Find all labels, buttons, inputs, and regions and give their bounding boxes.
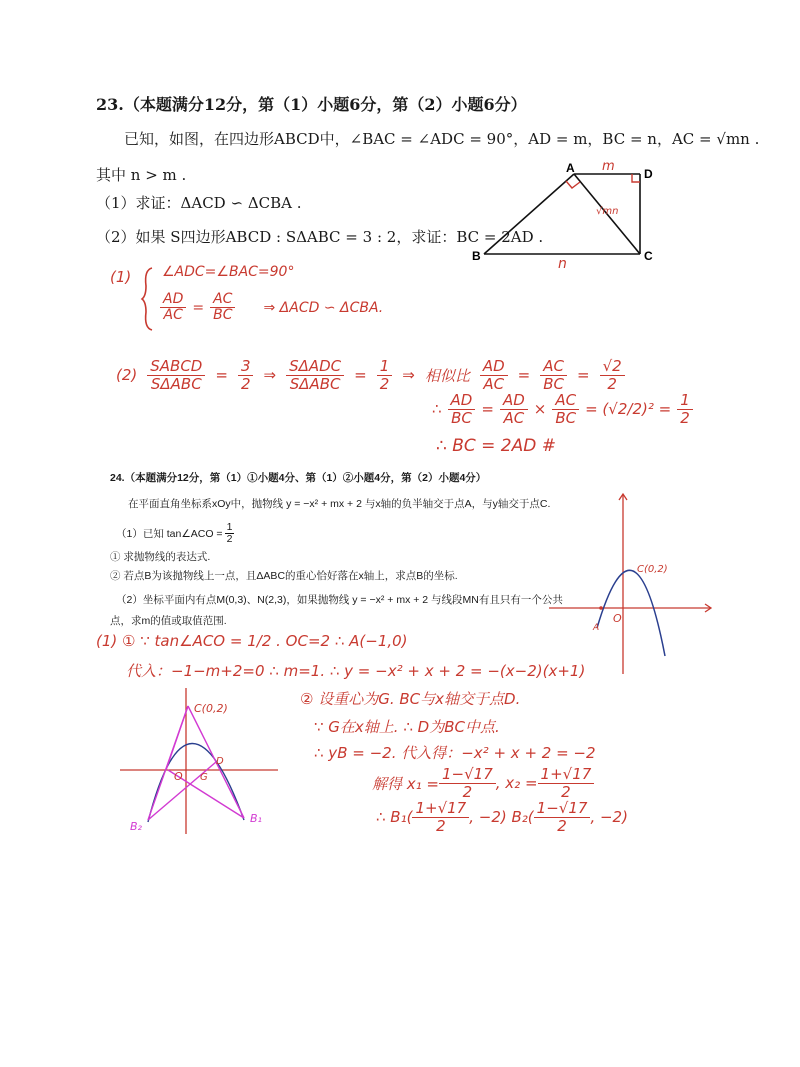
solve-text: 解得 x₁ = <box>372 774 439 793</box>
fraction <box>600 358 625 392</box>
parabola-curve <box>597 570 665 656</box>
fraction <box>534 800 591 834</box>
fraction <box>412 800 469 834</box>
fraction <box>238 358 254 392</box>
point-label-b: B <box>472 249 481 263</box>
right-angle-mark-d <box>632 174 640 182</box>
fraction <box>552 392 579 426</box>
numerator: 1 <box>226 521 233 533</box>
ans23-angle-condition: ∠ADC=∠BAC=90° <box>162 264 295 280</box>
separator-text: , x₂ = <box>495 774 538 792</box>
numerator: 1−√17 <box>439 766 496 784</box>
ans23-brace <box>140 266 156 332</box>
fraction <box>377 358 393 392</box>
ans24-right-line4 <box>372 766 594 800</box>
fraction <box>448 392 476 426</box>
q23-header: 23.（本题满分12分，第（1）小题6分，第（2）小题6分） <box>96 95 527 114</box>
fraction <box>538 766 595 800</box>
parabola-curve <box>148 743 244 822</box>
numerator: 1 <box>377 358 393 376</box>
q24-figure <box>545 488 720 678</box>
label-b2: B₂ <box>130 820 142 833</box>
equals: = <box>192 299 205 316</box>
q23-part1: （1）求证：ΔACD ∽ ΔCBA . <box>96 194 302 212</box>
label-n: n <box>558 256 567 272</box>
part1-text: （1）已知 tan∠ACO = <box>116 527 223 540</box>
denominator: SΔABC <box>150 374 202 393</box>
ans23-final: ∴ BC = 2AD # <box>436 436 556 456</box>
equals: = <box>577 366 590 384</box>
denominator: 2 <box>240 374 251 393</box>
ans24-right-line3: ∴ yB = −2. 代入得：−x² + x + 2 = −2 <box>314 744 596 762</box>
q23-figure <box>470 160 660 270</box>
fraction <box>677 392 693 426</box>
ans23-ratio-line <box>160 292 383 324</box>
equals: = <box>215 366 228 384</box>
times: × <box>533 400 547 418</box>
q23-stem-condition: 其中 n > m . <box>96 166 187 184</box>
conclusion: ⇒ ΔACD ∽ ΔCBA. <box>263 299 384 316</box>
label-origin: O <box>613 612 622 625</box>
denominator: 2 <box>226 532 233 545</box>
q24-stem: 在平面直角坐标系xOy中，抛物线 y = −x² + mx + 2 与x轴的负半轴交于点A，与y轴交于点C. <box>128 498 551 510</box>
denominator: 2 <box>607 374 617 393</box>
label-d: D <box>216 756 224 767</box>
numerator: AD <box>448 392 476 410</box>
fraction <box>439 766 496 800</box>
label-m: m <box>602 159 615 174</box>
q23-part2: （2）如果 S四边形ABCD : SΔABC = 3 : 2，求证：BC = 2AD . <box>96 228 544 246</box>
denominator: AC <box>163 307 183 324</box>
denominator: AC <box>483 374 505 393</box>
equals: = <box>481 400 494 418</box>
numerator: 1+√17 <box>538 766 595 784</box>
ans24-right-line2: ∵ G在x轴上. ∴ D为BC中点. <box>314 718 500 736</box>
therefore-symbol: ∴ <box>432 400 442 418</box>
denominator: AC <box>503 408 525 427</box>
fraction <box>147 358 205 392</box>
ans23-part2-line2 <box>432 392 693 426</box>
numerator: 1+√17 <box>412 800 469 818</box>
numerator: 1−√17 <box>534 800 591 818</box>
q24-part1a: ① 求抛物线的表达式. <box>110 551 211 563</box>
equals: = <box>354 366 367 384</box>
fraction <box>540 358 567 392</box>
numerator: SΔADC <box>286 358 344 376</box>
fraction <box>286 358 344 392</box>
numerator: AD <box>160 292 186 308</box>
right-angle-mark-a <box>566 181 580 188</box>
implies-arrow: ⇒ <box>402 366 415 384</box>
fraction <box>500 392 528 426</box>
label-g: G <box>200 772 208 783</box>
numerator: 3 <box>238 358 254 376</box>
denominator: BC <box>451 408 472 427</box>
fraction <box>210 292 235 324</box>
q24-header: 24.（本题满分12分，第（1）①小题4分、第（1）②小题4分，第（2）小题4分） <box>110 472 487 484</box>
denominator: 2 <box>379 374 390 393</box>
q24-part1b: ② 若点B为该抛物线上一点，且ΔABC的重心恰好落在x轴上，求点B的坐标. <box>110 570 458 582</box>
numerator: AC <box>552 392 579 410</box>
label-origin: O <box>174 770 183 783</box>
denominator: 2 <box>557 816 567 835</box>
b2-prefix: , −2) B₂( <box>469 808 534 826</box>
ans23-part2-line1 <box>116 358 625 392</box>
segment-ab <box>484 174 574 254</box>
denominator: 2 <box>680 408 690 427</box>
fraction <box>160 292 186 324</box>
label-a: A <box>593 623 600 633</box>
numerator: 1 <box>677 392 693 410</box>
denominator: 2 <box>561 782 571 801</box>
q24-part1 <box>116 522 234 544</box>
q24-part2-cont: 点，求m的值或取值范围. <box>110 615 227 627</box>
numerator: AD <box>500 392 528 410</box>
ans24-right-line5 <box>376 800 628 834</box>
label-sqrt-mn: √mn <box>596 206 619 217</box>
fraction <box>225 522 235 544</box>
denominator: 2 <box>462 782 473 801</box>
numerator: SABCD <box>147 358 205 376</box>
point-a-dot <box>599 606 603 610</box>
q23-stem: 已知，如图，在四边形ABCD中，∠BAC = ∠ADC = 90°，AD = m，BC = n，AC = √mn . <box>124 130 760 148</box>
implies-arrow: ⇒ <box>263 366 277 384</box>
denominator: 2 <box>436 816 446 835</box>
ans24-line2: 代入：−1−m+2=0 ∴ m=1. ∴ y = −x² + x + 2 = −(x−2)(x+1) <box>126 662 586 680</box>
denominator: BC <box>543 374 565 393</box>
b1-prefix: ∴ B₁( <box>376 808 413 826</box>
numerator: AD <box>480 358 508 376</box>
similarity-ratio-text: 相似比 <box>424 366 470 385</box>
ans24-line1: (1) ① ∵ tan∠ACO = 1/2 . OC=2 ∴ A(−1,0) <box>96 632 408 650</box>
equals-square: = (√2/2)² = <box>585 400 672 418</box>
numerator: √2 <box>600 358 625 376</box>
label-c-coordinates: C(0,2) <box>637 564 668 575</box>
label-b1: B₁ <box>250 812 262 825</box>
denominator: BC <box>555 408 577 427</box>
ans23-part1-tag: (1) <box>110 268 132 286</box>
equals: = <box>517 366 531 384</box>
label-c-coordinates: C(0,2) <box>194 702 228 715</box>
fraction <box>480 358 508 392</box>
b2-suffix: , −2) <box>590 808 628 826</box>
ans24-figure <box>118 686 288 836</box>
denominator: BC <box>213 307 233 324</box>
point-label-d: D <box>644 167 653 181</box>
q24-part2: （2）坐标平面内有点M(0,3)、N(2,3)，如果抛物线 y = −x² + mx + 2 与线段MN有且只有一个公共 <box>116 594 563 606</box>
point-label-c: C <box>644 249 653 263</box>
segment-a-c <box>166 706 188 770</box>
ans24-right-line1: ② 设重心为G. BC与x轴交于点D. <box>300 690 521 708</box>
point-label-a: A <box>566 161 575 175</box>
denominator: SΔABC <box>289 374 341 393</box>
part-tag: (2) <box>116 366 138 384</box>
numerator: AC <box>540 358 567 376</box>
numerator: AC <box>210 292 235 308</box>
